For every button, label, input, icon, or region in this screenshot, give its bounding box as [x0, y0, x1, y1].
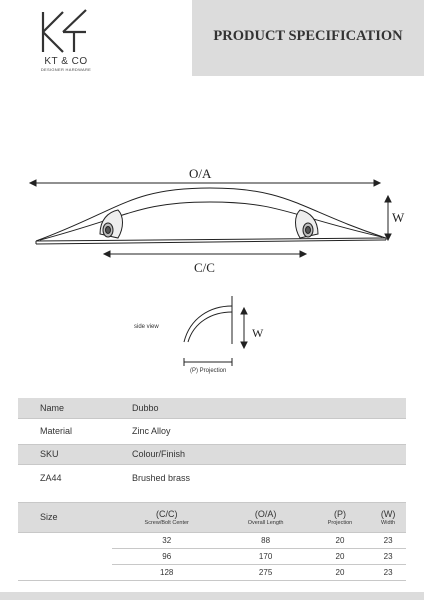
col-p-code: (P) [333, 508, 346, 519]
col-p [310, 502, 370, 532]
col-w-code: (W) [380, 508, 396, 519]
handle-side-drawing [0, 290, 424, 380]
col-cc [112, 502, 221, 532]
cell-oa: 275 [221, 564, 309, 580]
material-row [18, 418, 406, 444]
name-label: Name [18, 398, 112, 418]
cell-cc: 128 [112, 564, 221, 580]
cell-oa: 170 [221, 548, 309, 564]
sku-header: Colour/Finish [112, 444, 406, 464]
col-w-desc: Width [381, 519, 396, 526]
size-empty-cell [18, 532, 112, 580]
col-cc-code: (C/C) [155, 508, 178, 519]
name-row [18, 398, 406, 418]
cell-w: 23 [370, 532, 406, 548]
size-label: Size [18, 502, 112, 532]
side-w-label: W [252, 326, 264, 340]
cell-p: 20 [310, 548, 370, 564]
spec-table [18, 398, 406, 581]
col-w [370, 502, 406, 532]
cell-w: 23 [370, 548, 406, 564]
cell-w: 23 [370, 564, 406, 580]
size-header-row [18, 502, 406, 532]
material-value: Zinc Alloy [112, 418, 406, 444]
col-p-desc: Projection [327, 519, 353, 526]
finish-value: Brushed brass [112, 464, 406, 502]
col-oa-desc: Overall Length [247, 519, 284, 526]
col-oa-code: (O/A) [254, 508, 277, 519]
projection-label: (P) Projection [190, 368, 227, 374]
material-label: Material [18, 418, 112, 444]
col-cc-desc: Screw/Bolt Center [144, 519, 189, 526]
sku-label: SKU [18, 444, 112, 464]
footer-band [0, 592, 424, 600]
name-value: Dubbo [112, 398, 406, 418]
brand-name: KT & CO [44, 56, 88, 67]
cell-oa: 88 [221, 532, 309, 548]
side-view-label: side view [134, 324, 159, 330]
w-label: W [392, 210, 405, 225]
oa-label: O/A [189, 166, 212, 181]
page-title: PRODUCT SPECIFICATION [213, 28, 403, 44]
cell-p: 20 [310, 532, 370, 548]
cell-cc: 96 [112, 548, 221, 564]
cell-p: 20 [310, 564, 370, 580]
cell-cc: 32 [112, 532, 221, 548]
sku-value: ZA44 [18, 464, 112, 502]
brand-subtitle: DESIGNER HARDWARE [40, 67, 92, 72]
sku-value-row [18, 464, 406, 502]
col-oa [221, 502, 309, 532]
sku-row [18, 444, 406, 464]
cc-label: C/C [194, 260, 215, 275]
table-row [18, 532, 406, 548]
